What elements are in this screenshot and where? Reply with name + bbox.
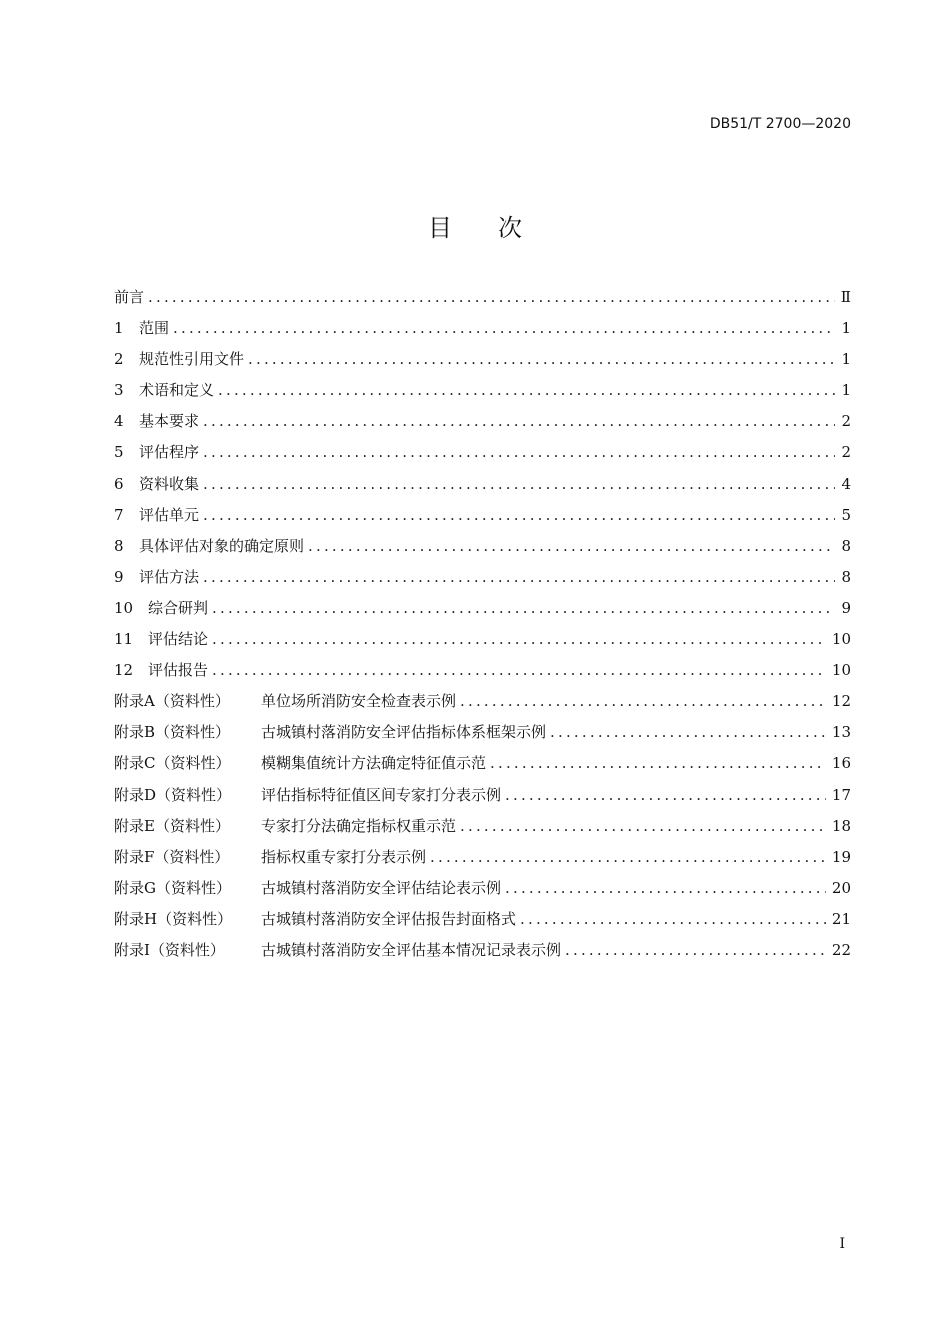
toc-entry[interactable] — [114, 410, 851, 441]
toc-entry[interactable] — [114, 628, 851, 659]
toc-entry[interactable] — [114, 535, 851, 566]
entry-title: 指标权重专家打分表示例 — [261, 847, 427, 866]
entry-page: Ⅱ — [840, 288, 851, 306]
toc-entry[interactable] — [114, 659, 851, 690]
entry-page: 18 — [831, 816, 851, 835]
dot-leader — [505, 879, 826, 897]
toc-entry[interactable] — [114, 597, 851, 628]
entry-title: 评估结论 — [148, 630, 209, 649]
entry-page: 1 — [841, 350, 851, 369]
entry-title: 评估方法 — [139, 567, 200, 586]
entry-page: 12 — [831, 692, 851, 711]
entry-title: 古城镇村落消防安全评估结论表示例 — [261, 878, 502, 897]
toc-entry[interactable] — [114, 348, 851, 379]
section-number: 10 — [114, 598, 134, 617]
section-number: 3 — [114, 381, 124, 400]
entry-page: 10 — [831, 661, 851, 680]
appendix-label: 附录D（资料性） — [114, 785, 232, 804]
dot-leader — [203, 568, 835, 586]
entry-title: 古城镇村落消防安全评估指标体系框架示例 — [261, 723, 547, 742]
page-number: I — [839, 1236, 845, 1252]
section-number: 8 — [114, 536, 124, 555]
entry-page: 8 — [841, 536, 851, 555]
entry-page: 21 — [831, 909, 851, 928]
section-number: 9 — [114, 567, 124, 586]
toc-entry[interactable] — [114, 815, 851, 846]
entry-page: 1 — [841, 381, 851, 400]
entry-page: 20 — [831, 878, 851, 897]
toc-entry[interactable] — [114, 721, 851, 752]
toc-entry[interactable] — [114, 939, 851, 970]
appendix-label: 附录C（资料性） — [114, 754, 231, 773]
entry-title: 单位场所消防安全检查表示例 — [261, 692, 457, 711]
toc-entry[interactable] — [114, 504, 851, 535]
dot-leader — [520, 910, 826, 928]
dot-leader — [248, 350, 835, 368]
dot-leader — [218, 381, 835, 399]
section-number: 6 — [114, 474, 124, 493]
dot-leader — [308, 537, 835, 555]
entry-title: 评估单元 — [139, 505, 200, 524]
dot-leader — [212, 630, 826, 648]
section-number: 1 — [114, 319, 124, 338]
entry-title: 综合研判 — [148, 598, 209, 617]
entry-title: 古城镇村落消防安全评估基本情况记录表示例 — [261, 940, 562, 959]
toc-entry[interactable] — [114, 441, 851, 472]
appendix-label: 附录B（资料性） — [114, 723, 231, 742]
toc-entry[interactable] — [114, 908, 851, 939]
entry-page: 17 — [831, 785, 851, 804]
toc-entry[interactable] — [114, 566, 851, 597]
dot-leader — [490, 754, 826, 772]
dot-leader — [203, 412, 835, 430]
appendix-label: 附录G（资料性） — [114, 878, 231, 897]
entry-title: 评估程序 — [139, 443, 200, 462]
toc-entry[interactable] — [114, 784, 851, 815]
dot-leader — [460, 692, 826, 710]
dot-leader — [505, 786, 826, 804]
appendix-label: 附录A（资料性） — [114, 692, 230, 711]
standard-code: DB51/T 2700—2020 — [709, 116, 851, 132]
dot-leader — [212, 661, 826, 679]
entry-title: 评估指标特征值区间专家打分表示例 — [261, 785, 502, 804]
toc-entry[interactable] — [114, 877, 851, 908]
dot-leader — [550, 723, 826, 741]
toc-entry[interactable] — [114, 846, 851, 877]
dot-leader — [565, 941, 826, 959]
entry-title: 规范性引用文件 — [139, 350, 245, 369]
section-number: 5 — [114, 443, 124, 462]
entry-title: 专家打分法确定指标权重示范 — [261, 816, 457, 835]
dot-leader — [212, 599, 835, 617]
toc-entry[interactable] — [114, 690, 851, 721]
dot-leader — [203, 443, 835, 461]
entry-title: 术语和定义 — [139, 381, 215, 400]
dot-leader — [430, 848, 826, 866]
entry-page: 19 — [831, 847, 851, 866]
toc-entry[interactable] — [114, 317, 851, 348]
appendix-label: 附录H（资料性） — [114, 909, 233, 928]
toc-entry[interactable] — [114, 379, 851, 410]
entry-page: 2 — [841, 412, 851, 431]
entry-title: 范围 — [139, 319, 170, 338]
entry-page: 8 — [841, 567, 851, 586]
entry-page: 2 — [841, 443, 851, 462]
appendix-label: 附录I（资料性） — [114, 940, 225, 959]
entry-title: 资料收集 — [139, 474, 200, 493]
page-title: 目次 — [428, 214, 568, 242]
entry-page: 1 — [841, 319, 851, 338]
entry-title: 评估报告 — [148, 661, 209, 680]
entry-page: 5 — [841, 505, 851, 524]
section-number: 11 — [114, 630, 134, 649]
entry-page: 4 — [841, 474, 851, 493]
toc-entry[interactable] — [114, 286, 851, 317]
table-of-contents — [114, 286, 851, 970]
entry-page: 10 — [831, 630, 851, 649]
entry-title: 前言 — [114, 288, 145, 306]
appendix-label: 附录F（资料性） — [114, 847, 230, 866]
entry-page: 13 — [831, 723, 851, 742]
entry-title: 古城镇村落消防安全评估报告封面格式 — [261, 909, 517, 928]
dot-leader — [203, 475, 835, 493]
toc-entry[interactable] — [114, 473, 851, 504]
dot-leader — [460, 817, 826, 835]
entry-page: 9 — [841, 598, 851, 617]
entry-title: 模糊集值统计方法确定特征值示范 — [261, 754, 487, 773]
entry-page: 16 — [831, 754, 851, 773]
section-number: 4 — [114, 412, 124, 431]
section-number: 2 — [114, 350, 124, 369]
section-number: 12 — [114, 661, 134, 680]
entry-title: 具体评估对象的确定原则 — [139, 536, 305, 555]
dot-leader — [203, 506, 835, 524]
dot-leader — [173, 319, 835, 337]
toc-entry[interactable] — [114, 752, 851, 783]
entry-page: 22 — [831, 940, 851, 959]
entry-title: 基本要求 — [139, 412, 200, 431]
dot-leader — [148, 288, 835, 306]
appendix-label: 附录E（资料性） — [114, 816, 230, 835]
section-number: 7 — [114, 505, 124, 524]
